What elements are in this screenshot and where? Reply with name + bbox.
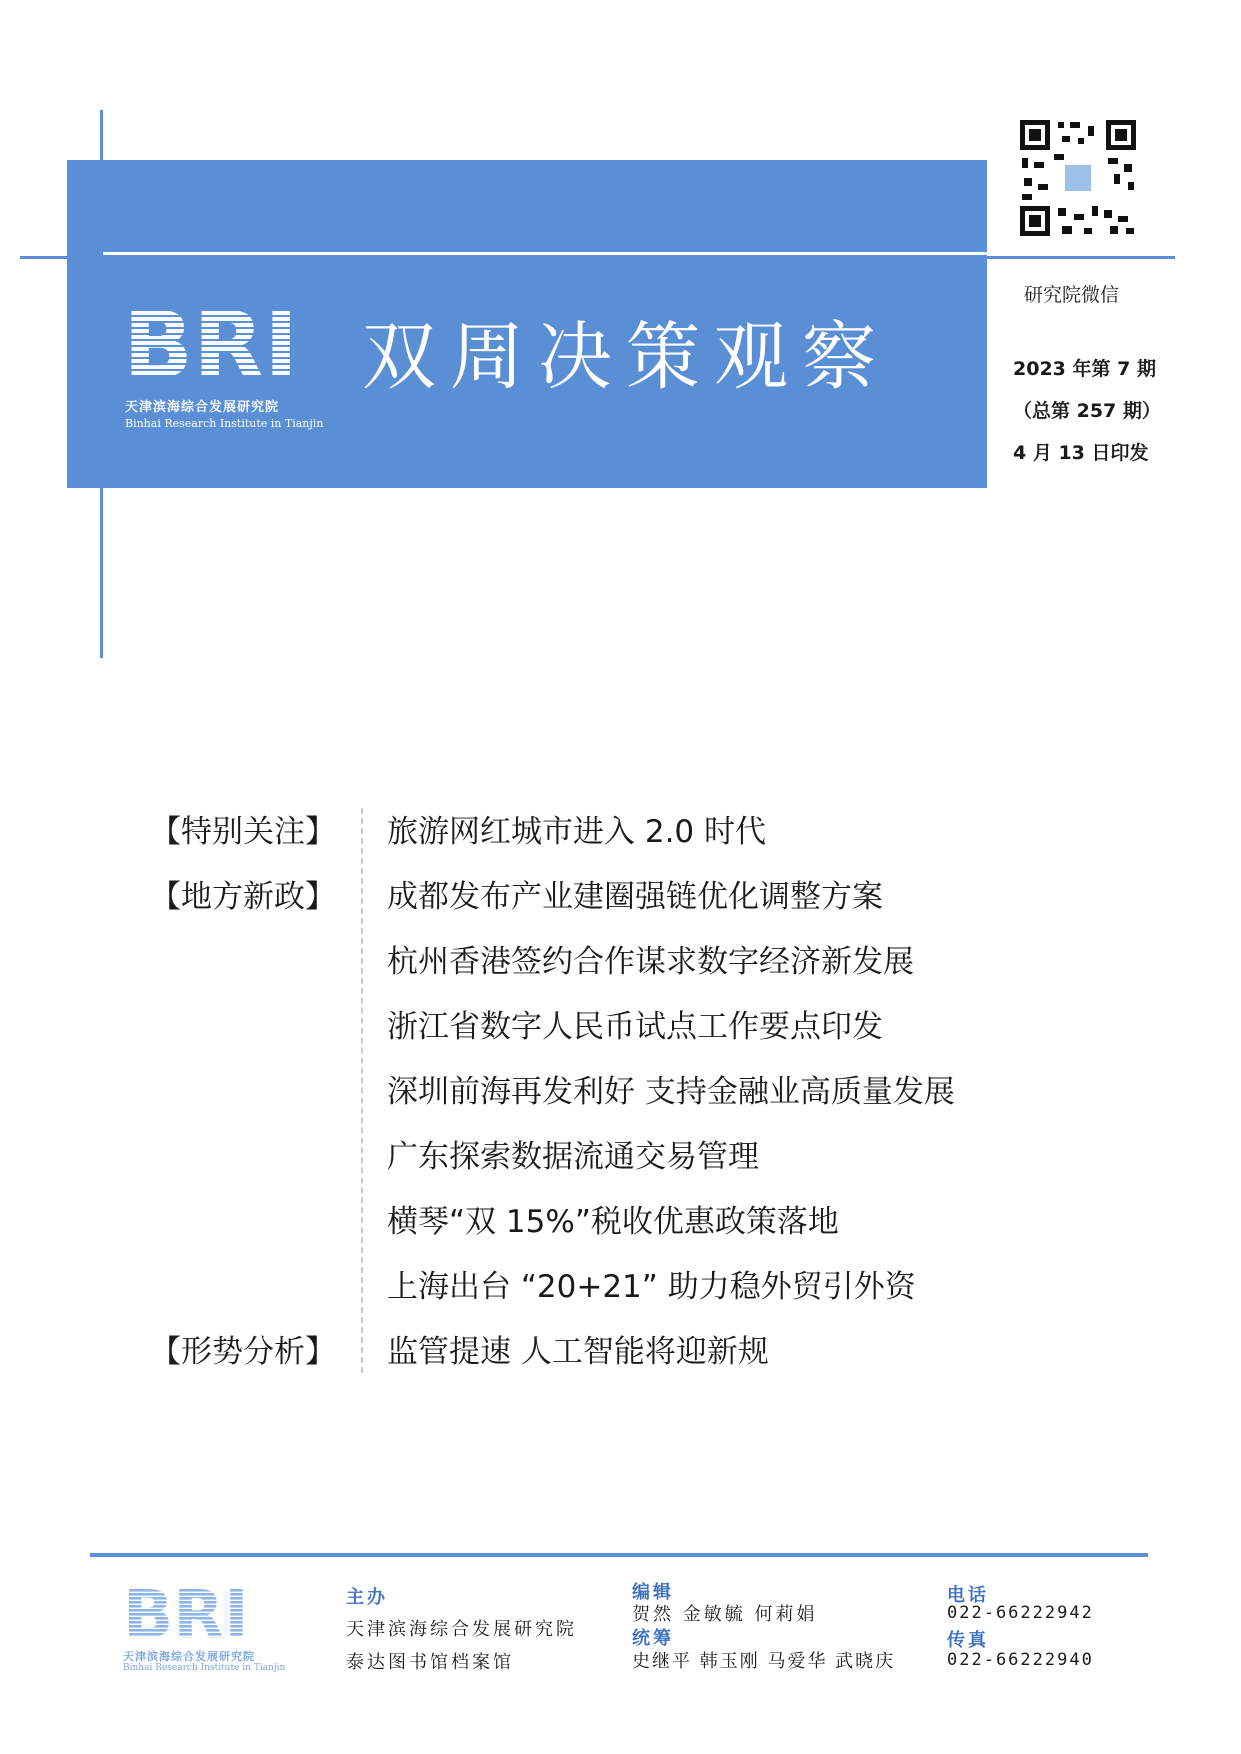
toc-item[interactable]: 广东探索数据流通交易管理 [387, 1139, 759, 1175]
toc-item[interactable]: 上海出台 “20+21” 助力稳外贸引外资 [387, 1269, 916, 1305]
publication-title: 双周决策观察 [362, 314, 890, 400]
footer-logo-cn: 天津滨海综合发展研究院 [123, 1650, 255, 1663]
bri-logo [123, 305, 338, 385]
fax-title: 传真 [947, 1630, 989, 1651]
section-label-special-focus: 【特别关注】 [150, 814, 336, 850]
phone-title: 电话 [947, 1585, 989, 1606]
editors: 贺然 金敏毓 何莉娟 [632, 1604, 818, 1625]
issue-total-number: （总第 257 期） [1013, 400, 1161, 422]
section-label-situation-analysis: 【形势分析】 [150, 1334, 336, 1370]
footer-divider [90, 1553, 1148, 1557]
qr-code-icon[interactable] [1018, 118, 1138, 238]
coordinators: 史继平 韩玉刚 马爱华 武晓庆 [632, 1651, 896, 1672]
toc-item[interactable]: 横琴“双 15%”税收优惠政策落地 [387, 1204, 839, 1240]
brand-name-cn: 天津滨海综合发展研究院 [125, 400, 280, 415]
phone-number: 022-66222942 [947, 1603, 1094, 1623]
qr-label: 研究院微信 [1024, 284, 1120, 306]
top-accent-line [20, 256, 1175, 259]
banner-divider [103, 252, 987, 255]
toc-item[interactable]: 浙江省数字人民币试点工作要点印发 [387, 1009, 883, 1045]
section-label-local-policy: 【地方新政】 [150, 879, 336, 915]
contents-divider [361, 808, 363, 1373]
organizer-1: 天津滨海综合发展研究院 [346, 1619, 577, 1640]
toc-item[interactable]: 旅游网红城市进入 2.0 时代 [387, 814, 767, 850]
organizer-2: 泰达图书馆档案馆 [346, 1652, 514, 1673]
issue-number: 2023 年第 7 期 [1013, 358, 1156, 380]
bri-logo-text: BRI [123, 305, 299, 385]
coordinator-title: 统筹 [632, 1628, 674, 1649]
issue-date: 4 月 13 日印发 [1013, 442, 1149, 464]
toc-item[interactable]: 杭州香港签约合作谋求数字经济新发展 [387, 944, 914, 980]
toc-item[interactable]: 深圳前海再发利好 支持金融业高质量发展 [387, 1074, 955, 1110]
editor-title: 编辑 [632, 1582, 674, 1603]
footer-logo-text: BRI [123, 1585, 249, 1641]
organizer-title: 主办 [346, 1587, 388, 1608]
footer-logo-en: Binhai Research Institute in Tianjin [123, 1663, 286, 1673]
footer-bri-logo [123, 1585, 298, 1641]
brand-name-en: Binhai Research Institute in Tianjin [125, 417, 324, 430]
fax-number: 022-66222940 [947, 1650, 1094, 1670]
toc-item[interactable]: 监管提速 人工智能将迎新规 [387, 1334, 769, 1370]
toc-item[interactable]: 成都发布产业建圈强链优化调整方案 [387, 879, 883, 915]
left-accent-line [100, 110, 103, 658]
